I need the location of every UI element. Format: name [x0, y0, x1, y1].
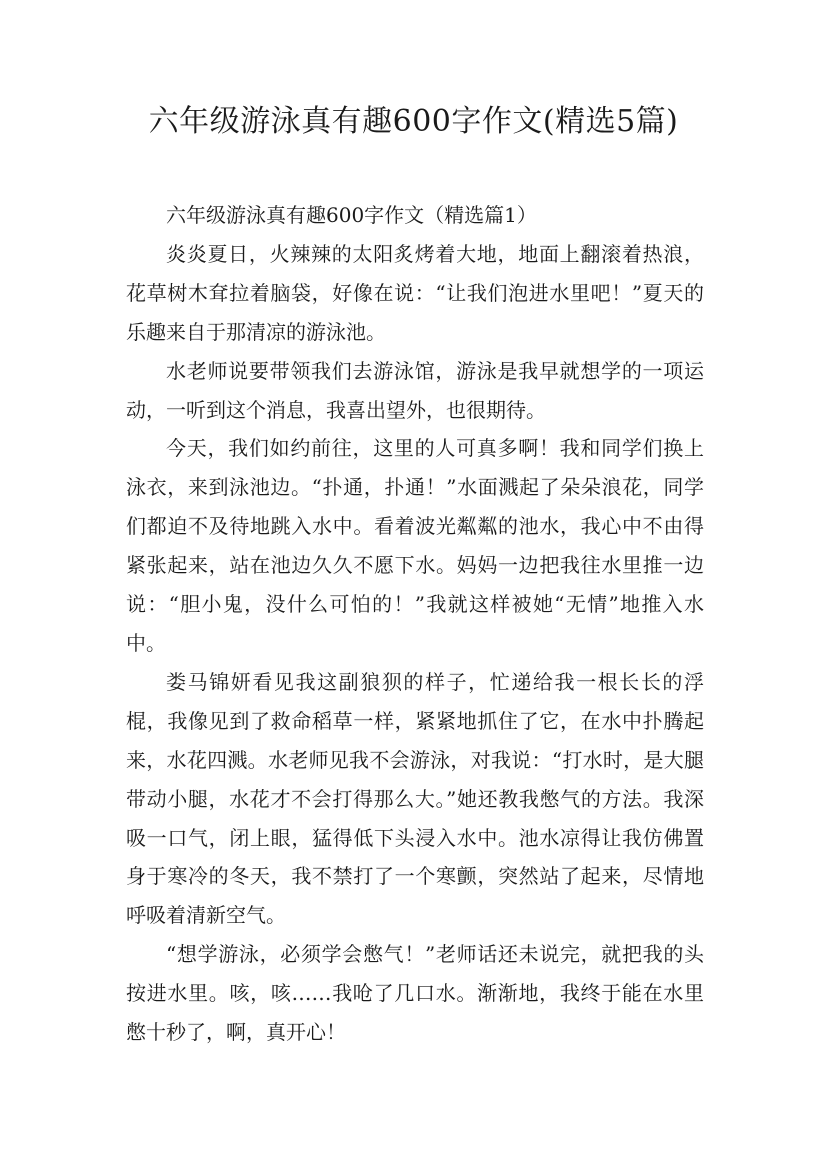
- paragraph-5: “想学游泳，必须学会憋气！”老师话还未说完，就把我的头按进水里。咳，咳……我呛了几口水。渐渐地，我终于能在水里憋十秒了，啊，真开心！: [126, 942, 704, 1045]
- document-body: [126, 196, 704, 1052]
- paragraph-1: 炎炎夏日，火辣辣的太阳炙烤着大地，地面上翻滚着热浪，花草树木耷拉着脑袋，好像在说：“让我们泡进水里吧！”夏天的乐趣来自于那清凉的游泳池。: [126, 241, 704, 344]
- paragraph-4: 娄马锦妍看见我这副狼狈的样子，忙递给我一根长长的浮棍，我像见到了救命稻草一样，紧紧地抓住了它，在水中扑腾起来，水花四溅。水老师见我不会游泳，对我说：“打水时，是大腿带动小腿，水花才不会打得那么大。”她还教我憋气的方法。我深吸一口气，闭上眼，猛得低下头浸入水中。池水凉得让我仿佛置身于寒冷的冬天，我不禁打了一个寒颤，突然站了起来，尽情地呼吸着清新空气。: [126, 669, 704, 928]
- paragraph-3: 今天，我们如约前往，这里的人可真多啊！我和同学们换上泳衣，来到泳池边。“扑通，扑通！”水面溅起了朵朵浪花，同学们都迫不及待地跳入水中。看着波光粼粼的池水，我心中不由得紧张起来，站在池边久久不愿下水。妈妈一边把我往水里推一边说：“胆小鬼，没什么可怕的！”我就这样被她“无情”地推入水中。: [126, 436, 704, 655]
- section-heading: 六年级游泳真有趣600字作文（精选篇1）: [166, 203, 537, 227]
- document-title: 六年级游泳真有趣600字作文(精选5篇): [148, 104, 679, 139]
- paragraph-2: 水老师说要带领我们去游泳馆，游泳是我早就想学的一项运动，一听到这个消息，我喜出望外，也很期待。: [126, 358, 704, 422]
